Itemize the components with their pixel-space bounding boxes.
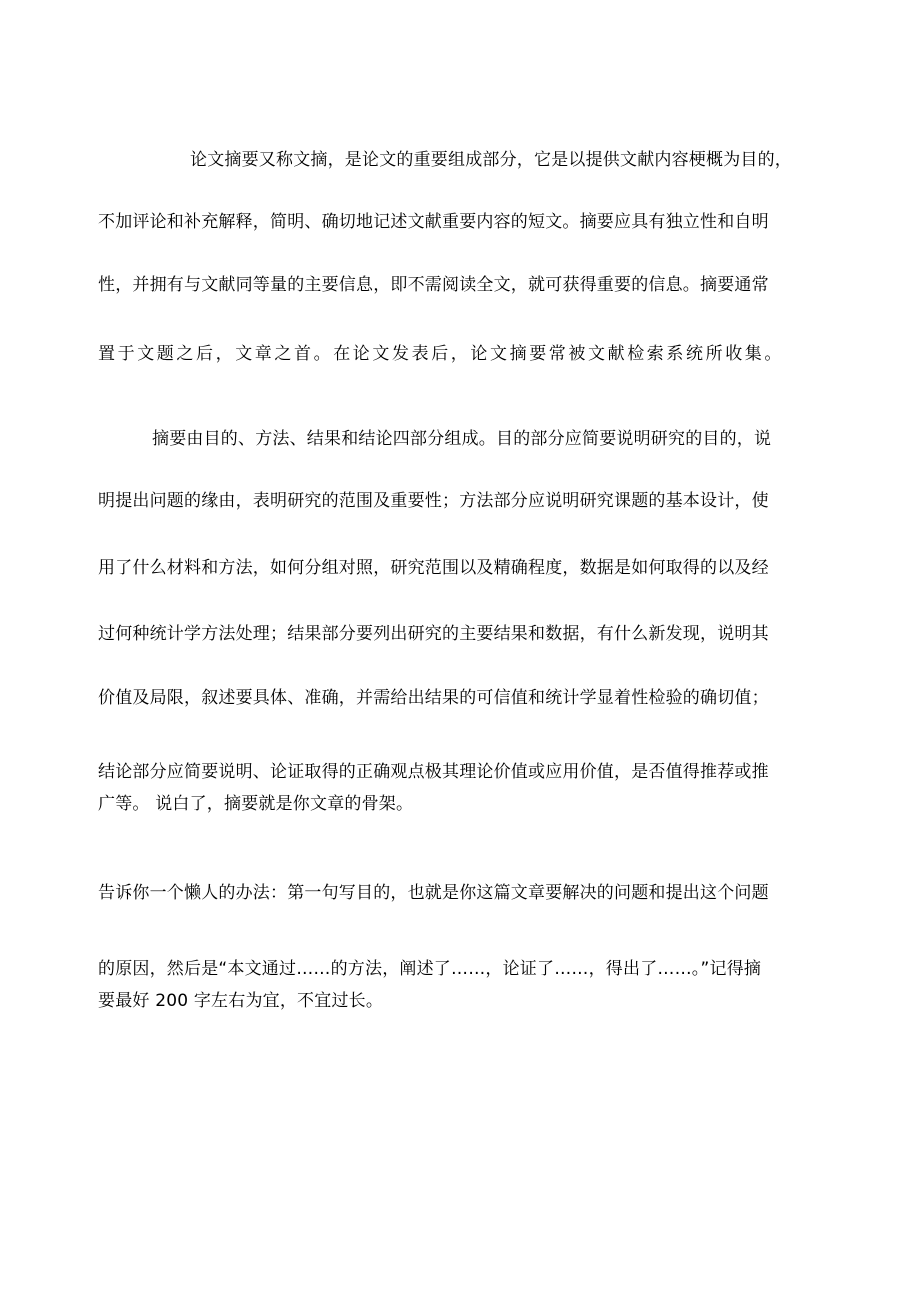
paragraph-3-line-1: 告诉你一个懒人的办法：第一句写目的，也就是你这篇文章要解决的问题和提出这个问题 (98, 883, 769, 903)
paragraph-2-line-5: 价值及局限，叙述要具体、准确，并需给出结果的可信值和统计学显着性检验的确切值； (98, 688, 769, 708)
paragraph-2-line-7: 广等。 说白了，摘要就是你文章的骨架。 (98, 794, 414, 814)
paragraph-3-line-3: 要最好 200 字左右为宜，不宜过长。 (98, 991, 384, 1011)
paragraph-2-line-4: 过何种统计学方法处理；结果部分要列出研究的主要结果和数据，有什么新发现，说明其 (98, 624, 769, 644)
paragraph-2-line-3: 用了什么材料和方法，如何分组对照，研究范围以及精确程度，数据是如何取得的以及经 (98, 558, 769, 578)
paragraph-2-line-2: 明提出问题的缘由，表明研究的范围及重要性；方法部分应说明研究课题的基本设计，使 (98, 491, 769, 511)
paragraph-1-line-1: 论文摘要又称文摘，是论文的重要组成部分，它是以提供文献内容梗概为目的， (190, 150, 792, 170)
paragraph-1-line-2: 不加评论和补充解释，简明、确切地记述文献重要内容的短文。摘要应具有独立性和自明 (98, 212, 769, 232)
paragraph-1-line-4: 置于文题之后，文章之首。在论文发表后，论文摘要常被文献检索系统所收集。 (98, 344, 784, 364)
paragraph-1-line-3: 性，并拥有与文献同等量的主要信息，即不需阅读全文，就可获得重要的信息。摘要通常 (98, 275, 769, 295)
paragraph-3-line-2: 的原因，然后是“本文通过……的方法，阐述了……，论证了……，得出了……。”记得摘 (98, 959, 762, 979)
paragraph-2-line-1: 摘要由目的、方法、结果和结论四部分组成。目的部分应简要说明研究的目的，说 (152, 429, 772, 449)
paragraph-2-line-6: 结论部分应简要说明、论证取得的正确观点极其理论价值或应用价值，是否值得推荐或推 (98, 762, 769, 782)
